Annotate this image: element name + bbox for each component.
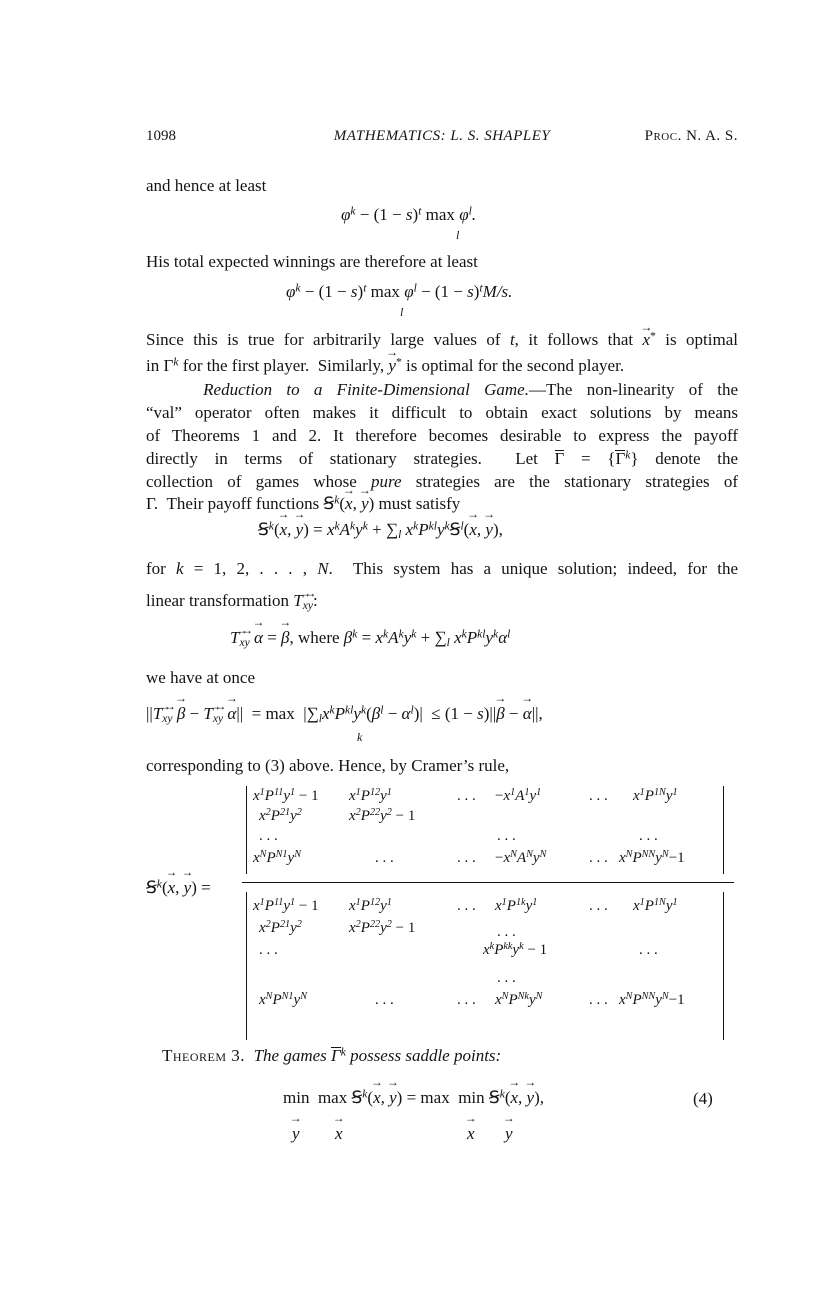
paragraph-line: corresponding to (3) above. Hence, by Cramer’s rule, bbox=[146, 756, 510, 775]
page-header bbox=[146, 128, 738, 150]
denominator-determinant: $x^1P^{11}y^1 - 1$ $x^1P^{12}y^1$ . . . $x^1P^{1k}y^1$ . . . $x^1P^{1N}y^1$ $x^2P^{21}y^2$ $x^2P^{22}y^2 - 1$ . . . . . . $x^kP^{kk}y^k - 1$ . . . . . . $x^NP^{N1}y^N$ . . . . . . $x^NP^{Nk}y^N$ . . . $x^NP^{NN}y^N-1$ bbox=[246, 892, 724, 1040]
paragraph-line: Since this is true for arbitrarily large values of t, it follows that → x* is optimal bbox=[146, 328, 738, 352]
paragraph-line: linear transformation $T_{xy}$: bbox=[146, 591, 318, 612]
paragraph-line: we have at once bbox=[146, 668, 256, 687]
paragraph-line: for k = 1, 2, . . . , N. This system has a unique solution; indeed, for the bbox=[146, 559, 738, 578]
equation-contraction: $||T_{xy} \to \beta - T_{xy} \to \alpha|| = \max |\sum_lx^kP^{kl}y^k(\beta^l - \alpha^l)| \le (1 - s)||\to \beta$ − → α||, bbox=[146, 704, 543, 724]
theorem-label: Theorem 3. bbox=[162, 1046, 246, 1065]
cramer-lhs: Ꞩ$^k$(→ x, → y) = bbox=[146, 878, 211, 898]
min-subscript-y: → y bbox=[505, 1124, 513, 1144]
fraction-bar bbox=[242, 882, 734, 883]
paragraph-line: of Theorems 1 and 2. It therefore becomes desirable to express the payoff bbox=[146, 426, 738, 445]
equation-total-winnings: $\varphi^k - (1 - s)^t$ $\max \varphi^l - (1 - s)^tM/s$. bbox=[286, 281, 513, 301]
max-subscript: k bbox=[357, 730, 363, 744]
page-number: 1098 bbox=[146, 128, 176, 144]
paragraph-line: “val” operator often makes it difficult to obtain exact solutions by means bbox=[146, 403, 738, 422]
journal-name: Proc. N. A. S. bbox=[644, 128, 738, 144]
max-subscript: l bbox=[400, 305, 404, 319]
paragraph-line: and hence at least bbox=[146, 176, 267, 195]
equation-linear-transform: $T_{xy} \to \alpha$ = → β, where $\beta^k = x^kA^ky^k + \sum_l$ $x^kP^{kl}y^k\alpha^l$ bbox=[230, 628, 510, 648]
equation-lower-bound: $\varphi^k - (1 - s)^t$ $\max \varphi^l$. bbox=[341, 204, 477, 224]
equation-saddle-point: min max Ꞩ$^k$(→ x, → y) = max min Ꞩ$^k$(→ x, → y), bbox=[283, 1088, 544, 1108]
equation-number: (4) bbox=[693, 1089, 713, 1108]
section-title: Reduction to a Finite-Dimensional Game. bbox=[203, 380, 529, 399]
equation-payoff-system: Ꞩ$^k$(→ x, → $y) = x^kA^ky^k + \sum_l$ $x^kP^{kl}y^kꞨ^l(\to x$, → y), bbox=[258, 520, 503, 540]
paragraph-line: Reduction to a Finite-Dimensional Game.—The non-linearity of the bbox=[203, 380, 739, 399]
paragraph-line: His total expected winnings are therefore at least bbox=[146, 252, 478, 271]
paragraph-line: in $\Gamma^k$ for the first player. Similarly, → y* is optimal for the second player. bbox=[146, 352, 624, 379]
max-subscript: l bbox=[456, 228, 460, 242]
paragraph-line: Γ. Their payoff functions Ꞩ$^k$(→ x, → y) must satisfy bbox=[146, 490, 460, 517]
running-title: MATHEMATICS: L. S. SHAPLEY bbox=[333, 128, 551, 144]
max-subscript-x: → x bbox=[467, 1124, 475, 1144]
min-subscript-y: → y bbox=[292, 1124, 300, 1144]
max-subscript-x: → x bbox=[335, 1124, 343, 1144]
numerator-determinant: $x^1P^{11}y^1 - 1$ $x^1P^{12}y^1$ . . . $-x^1A^1y^1$ . . . $x^1P^{1N}y^1$ $x^2P^{21}y^2$ $x^2P^{22}y^2 - 1$ . . . . . . . . . $x^NP^{N1}y^N$ . . . . . . $-x^NA^Ny^N$ . . . $x^NP^{NN}y^N-1$ bbox=[246, 786, 724, 874]
paragraph-line: directly in terms of stationary strategies. Let $\Gamma = \{\Gamma^k\}$ denote the bbox=[146, 448, 738, 468]
theorem-statement: Theorem 3. The games $\Gamma^k$ possess saddle points: bbox=[162, 1045, 502, 1065]
paragraph-line: collection of games whose pure strategies are the stationary strategies of bbox=[146, 472, 738, 491]
